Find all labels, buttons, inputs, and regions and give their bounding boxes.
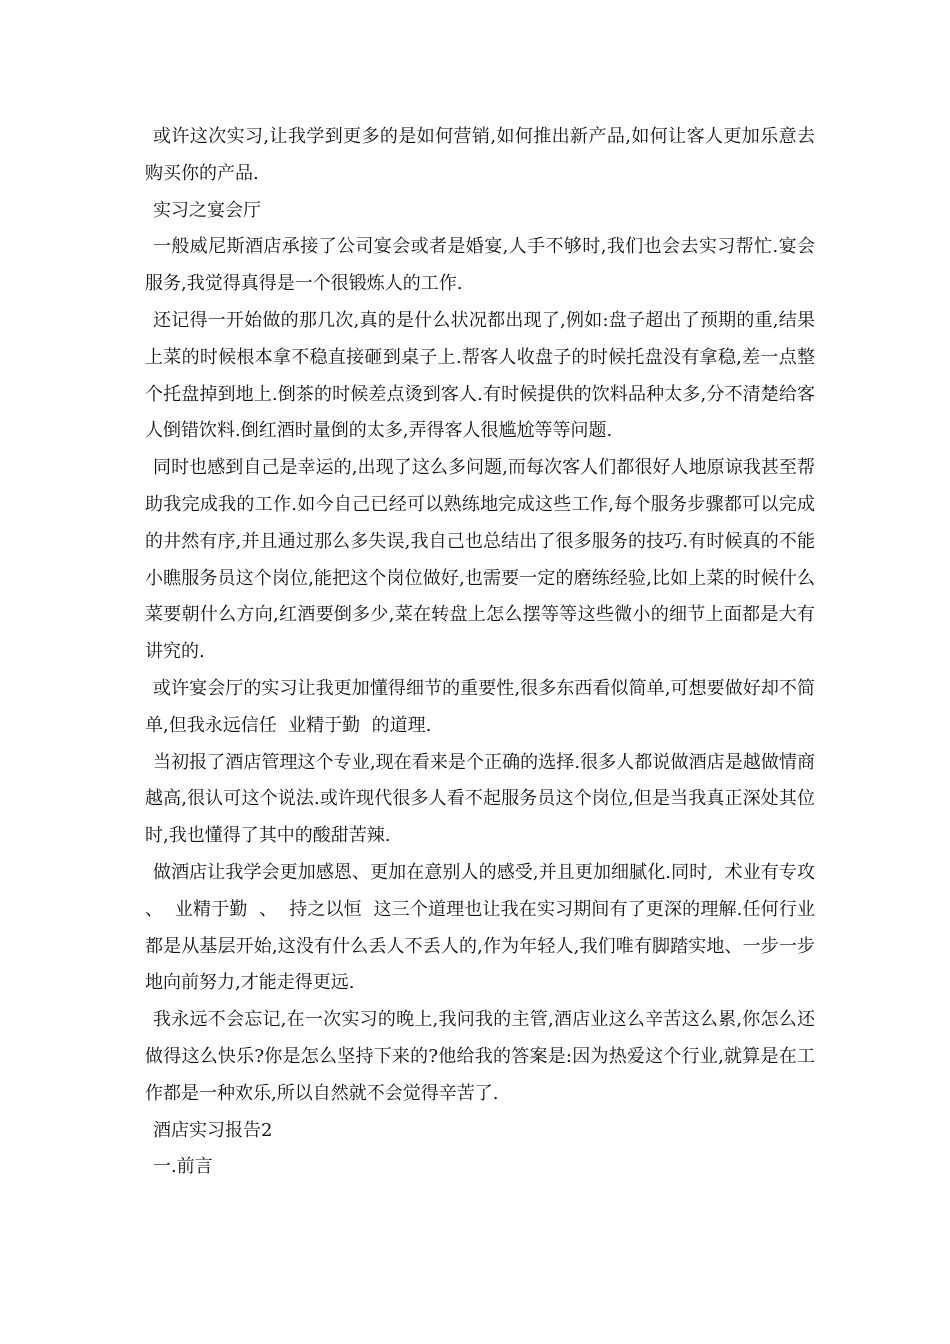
paragraph-4: 还记得一开始做的那几次,真的是什么状况都出现了,例如:盘子超出了预期的重,结果上菜的时候根本拿不稳直接砸到桌子上.帮客人收盘子的时候托盘没有拿稳,差一点整个托盘掉到地上.倒茶的时候差点烫到客人.有时候提供的饮料品种太多,分不清楚给客人倒错饮料.倒红酒时量倒的太多,弄得客人很尴尬等等问题. — [145, 309, 815, 442]
section-heading-preface: 一.前言 — [153, 1156, 213, 1178]
section-heading-banquet-hall: 实习之宴会厅 — [153, 199, 261, 221]
document-body — [145, 119, 827, 1186]
paragraph-9: 我永远不会忘记,在一次实习的晚上,我问我的主管,酒店业这么辛苦这么累,你怎么还做得这么快乐?你是怎么坚持下来的?他给我的答案是:因为热爱这个行业,就算是在工作都是一种欢乐,所以自然就不会觉得辛苦了. — [145, 1009, 815, 1104]
paragraph-1: 或许这次实习,让我学到更多的是如何营销,如何推出新产品,如何让客人更加乐意去购买你的产品. — [145, 126, 815, 184]
paragraph-7: 当初报了酒店管理这个专业,现在看来是个正确的选择.很多人都说做酒店是越做情商越高,很认可这个说法.或许现代很多人看不起服务员这个岗位,但是当我真正深处其位时,我也懂得了其中的酸甜苦辣. — [145, 751, 815, 847]
paragraph-8: 做酒店让我学会更加感恩、更加在意别人的感受,并且更加细腻化.同时, 术业有专攻 、 业精于勤 、 持之以恒 这三个道理也让我在实习期间有了更深的理解.任何行业都是从基层开始,这没有什么丢人不丢人的,作为年轻人,我们唯有脚踏实地、一步一步地向前努力,才能走得更远. — [145, 861, 827, 994]
paragraph-3: 一般威尼斯酒店承接了公司宴会或者是婚宴,人手不够时,我们也会去实习帮忙.宴会服务,我觉得真得是一个很锻炼人的工作. — [145, 236, 815, 295]
paragraph-6: 或许宴会厅的实习让我更加懂得细节的重要性,很多东西看似简单,可想要做好却不简单,但我永远信任 业精于勤 的道理. — [145, 677, 815, 736]
paragraph-5: 同时也感到自己是幸运的,出现了这么多问题,而每次客人们都很好人地原谅我甚至帮助我完成我的工作.如今自己已经可以熟练地完成这些工作,每个服务步骤都可以完成的井然有序,并且通过那么多失误,我自己也总结出了很多服务的技巧.有时候真的不能小瞧服务员这个岗位,能把这个岗位做好,也需要一定的磨练经验,比如上菜的时候什么菜要朝什么方向,红酒要倒多少,菜在转盘上怎么摆等等这些微小的细节上面都是大有讲究的. — [145, 457, 815, 663]
report-title-2: 酒店实习报告2 — [153, 1119, 273, 1141]
